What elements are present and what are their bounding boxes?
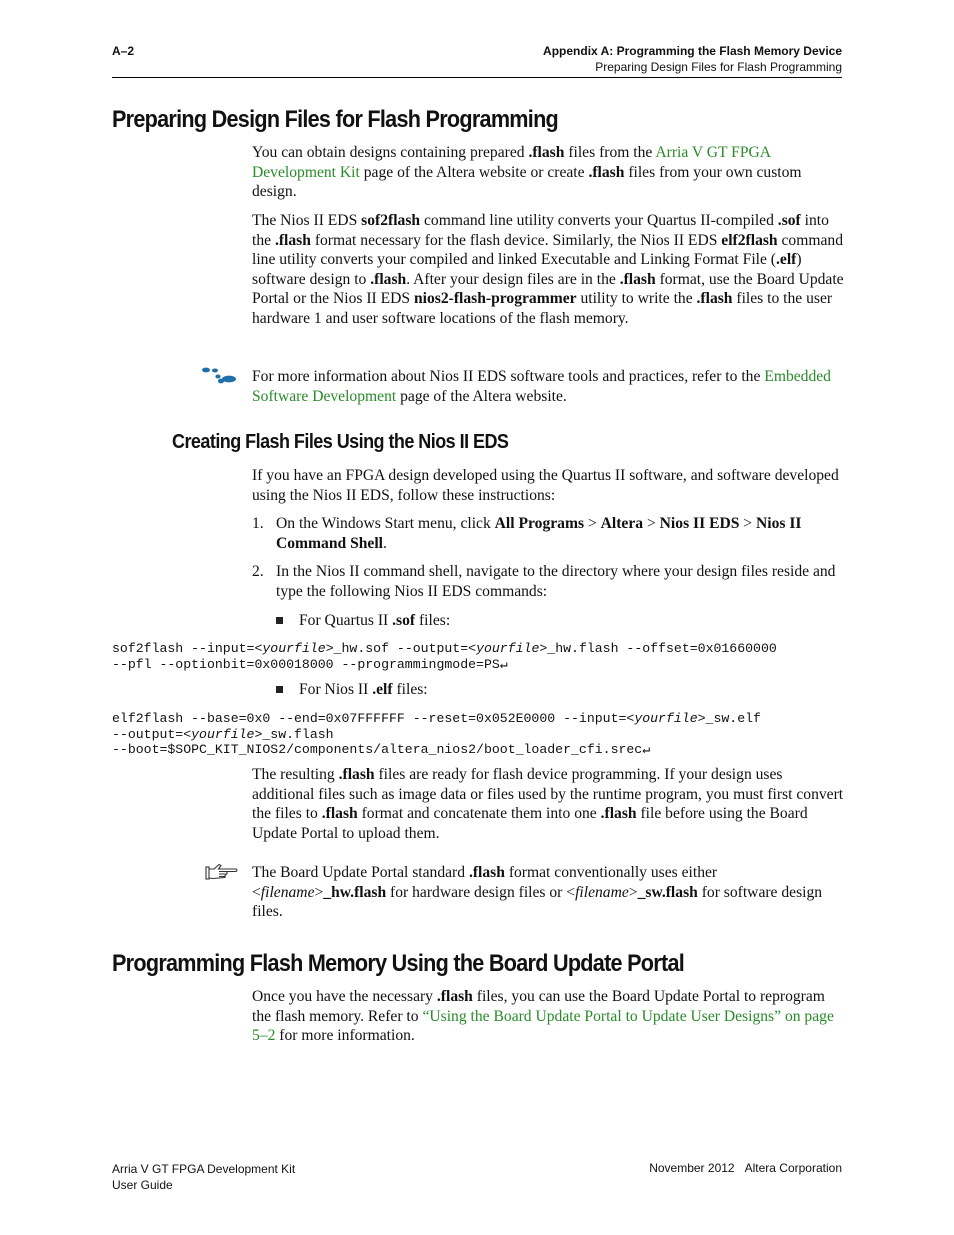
link-arria-kit[interactable]: Arria V GT FPGA Development Kit [252,144,771,181]
link-embedded-software[interactable]: Embedded Software Development [252,368,831,405]
pointing-hand-icon [205,862,239,880]
paragraph-instructions-intro: If you have an FPGA design developed using the Quartus II software, and software developed using the Nios II EDS, follow these instructions: [252,467,839,504]
paragraph-board-update-portal: Once you have the necessary .flash files, you can use the Board Update Portal to reprogram the flash memory. Refer to “Using the Board Update Portal to Update User Designs” on page 5–2 for more information. [252,988,834,1045]
code-elf2flash: elf2flash --base=0x0 --end=0x07FFFFFF --reset=0x052E0000 --input=<yourfile>_sw.elf --output=<yourfile>_sw.flash --boot=$SOPC_KIT_NIOS2/components/altera_nios2/boot_loader_cfi.srec↵ [112,711,761,758]
chapter-title: Appendix A: Programming the Flash Memory Device [543,44,842,58]
bullet-nios-elf: For Nios II .elf files: [299,681,428,698]
paragraph-obtain-designs: You can obtain designs containing prepared .flash files from the Arria V GT FPGA Development Kit page of the Altera website or create .flash files from your own custom design. [252,144,802,201]
bullet-square [276,617,283,624]
note-more-information: For more information about Nios II EDS software tools and practices, refer to the Embedded Software Development page of the Altera website. [252,368,831,405]
step-1-number: 1. [252,515,264,532]
step-2-text: In the Nios II command shell, navigate to the directory where your design files reside and type the following Nios II EDS commands: [276,563,836,600]
section-heading-programming-flash: Programming Flash Memory Using the Board Update Portal [112,950,685,977]
footprints-icon [201,367,239,385]
header-rule [112,77,842,78]
paragraph-sof2flash: The Nios II EDS sof2flash command line utility converts your Quartus II-compiled .sof into the .flash format necessary for the flash device. Similarly, the Nios II EDS elf2flash command line utility converts your compiled and linked Executable and Linking Format File (.elf) software design to .flash. After your design files are in the .flash format, use the Board Update Portal or the Nios II EDS nios2-flash-programmer utility to write the .flash files to the user hardware 1 and user software locations of the flash memory. [252,212,844,327]
footer-doc-title: Arria V GT FPGA Development Kit User Guide [112,1162,296,1192]
enter-key-icon: ↵ [642,742,651,758]
step-1-text: On the Windows Start menu, click All Programs > Altera > Nios II EDS > Nios II Command Shell. [276,515,802,552]
bullet-quartus-sof: For Quartus II .sof files: [299,612,451,629]
section-title: Preparing Design Files for Flash Programming [595,60,842,74]
enter-key-icon: ↵ [499,656,508,672]
link-using-board-update-portal[interactable]: “Using the Board Update Portal to Update User Designs” on page 5–2 [252,1007,834,1045]
paragraph-resulting-files: The resulting .flash files are ready for flash device programming. If your design uses additional files such as image data or files used by the runtime program, you must first convert the files to .flash format and concatenate them into one .flash file before using the Board Update Portal to upload them. [252,766,844,842]
code-sof2flash: sof2flash --input=<yourfile>_hw.sof --output=<yourfile>_hw.flash --offset=0x01660000 --pfl --optionbit=0x00018000 --programmingmode=PS↵ [112,641,777,672]
bullet-square [276,686,283,693]
note-board-update-format: The Board Update Portal standard .flash format conventionally uses either <filename>_hw.flash for hardware design files or <filename>_sw.flash for software design files. [252,864,823,921]
section-heading-preparing: Preparing Design Files for Flash Programming [112,106,559,133]
footer-date-company: November 2012 Altera Corporation [649,1161,842,1175]
page-number: A–2 [112,44,135,58]
running-header [543,43,842,75]
step-2-number: 2. [252,563,264,580]
section-heading-creating-flash: Creating Flash Files Using the Nios II EDS [172,431,509,453]
